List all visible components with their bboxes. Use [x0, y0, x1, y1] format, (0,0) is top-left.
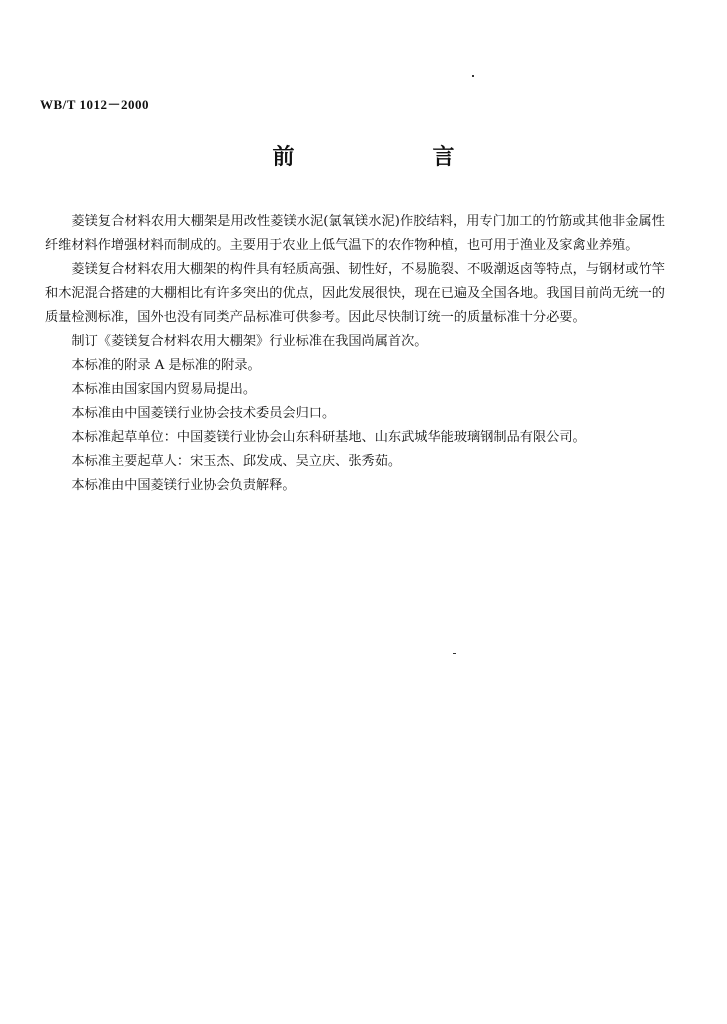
paragraph: 菱镁复合材料农用大棚架是用改性菱镁水泥(氯氧镁水泥)作胶结料，用专门加工的竹筋或其他非金属性纤维材料作增强材料而制成的。主要用于农业上低气温下的农作物种植，也可用于渔业及家禽业养殖。: [45, 214, 665, 253]
paragraph: 本标准由中国菱镁行业协会负责解释。: [71, 478, 296, 493]
foreword-body: [45, 210, 665, 498]
paragraph: 本标准起草单位：中国菱镁行业协会山东科研基地、山东武城华能玻璃钢制品有限公司。: [71, 430, 586, 445]
scan-speck: [472, 75, 474, 77]
scan-speck: [453, 653, 456, 654]
paragraph: 菱镁复合材料农用大棚架的构件具有轻质高强、韧性好，不易脆裂、不吸潮返卤等特点，与钢材或竹竿和木泥混合搭建的大棚相比有许多突出的优点，因此发展很快，现在已遍及全国各地。我国目前尚无统一的质量检测标准，国外也没有同类产品标准可供参考。因此尽快制订统一的质量标准十分必要。: [45, 262, 665, 325]
paragraph: 本标准由国家国内贸易局提出。: [71, 382, 257, 397]
paragraph: 本标准由中国菱镁行业协会技术委员会归口。: [71, 406, 336, 421]
standard-code: WB/T 1012－2000: [40, 97, 149, 112]
paragraph: 制订《菱镁复合材料农用大棚架》行业标准在我国尚属首次。: [71, 334, 428, 349]
paragraph: 本标准的附录 A 是标准的附录。: [71, 358, 261, 373]
page-title: 前 言: [272, 145, 513, 170]
paragraph: 本标准主要起草人：宋玉杰、邱发成、吴立庆、张秀茹。: [71, 454, 402, 469]
